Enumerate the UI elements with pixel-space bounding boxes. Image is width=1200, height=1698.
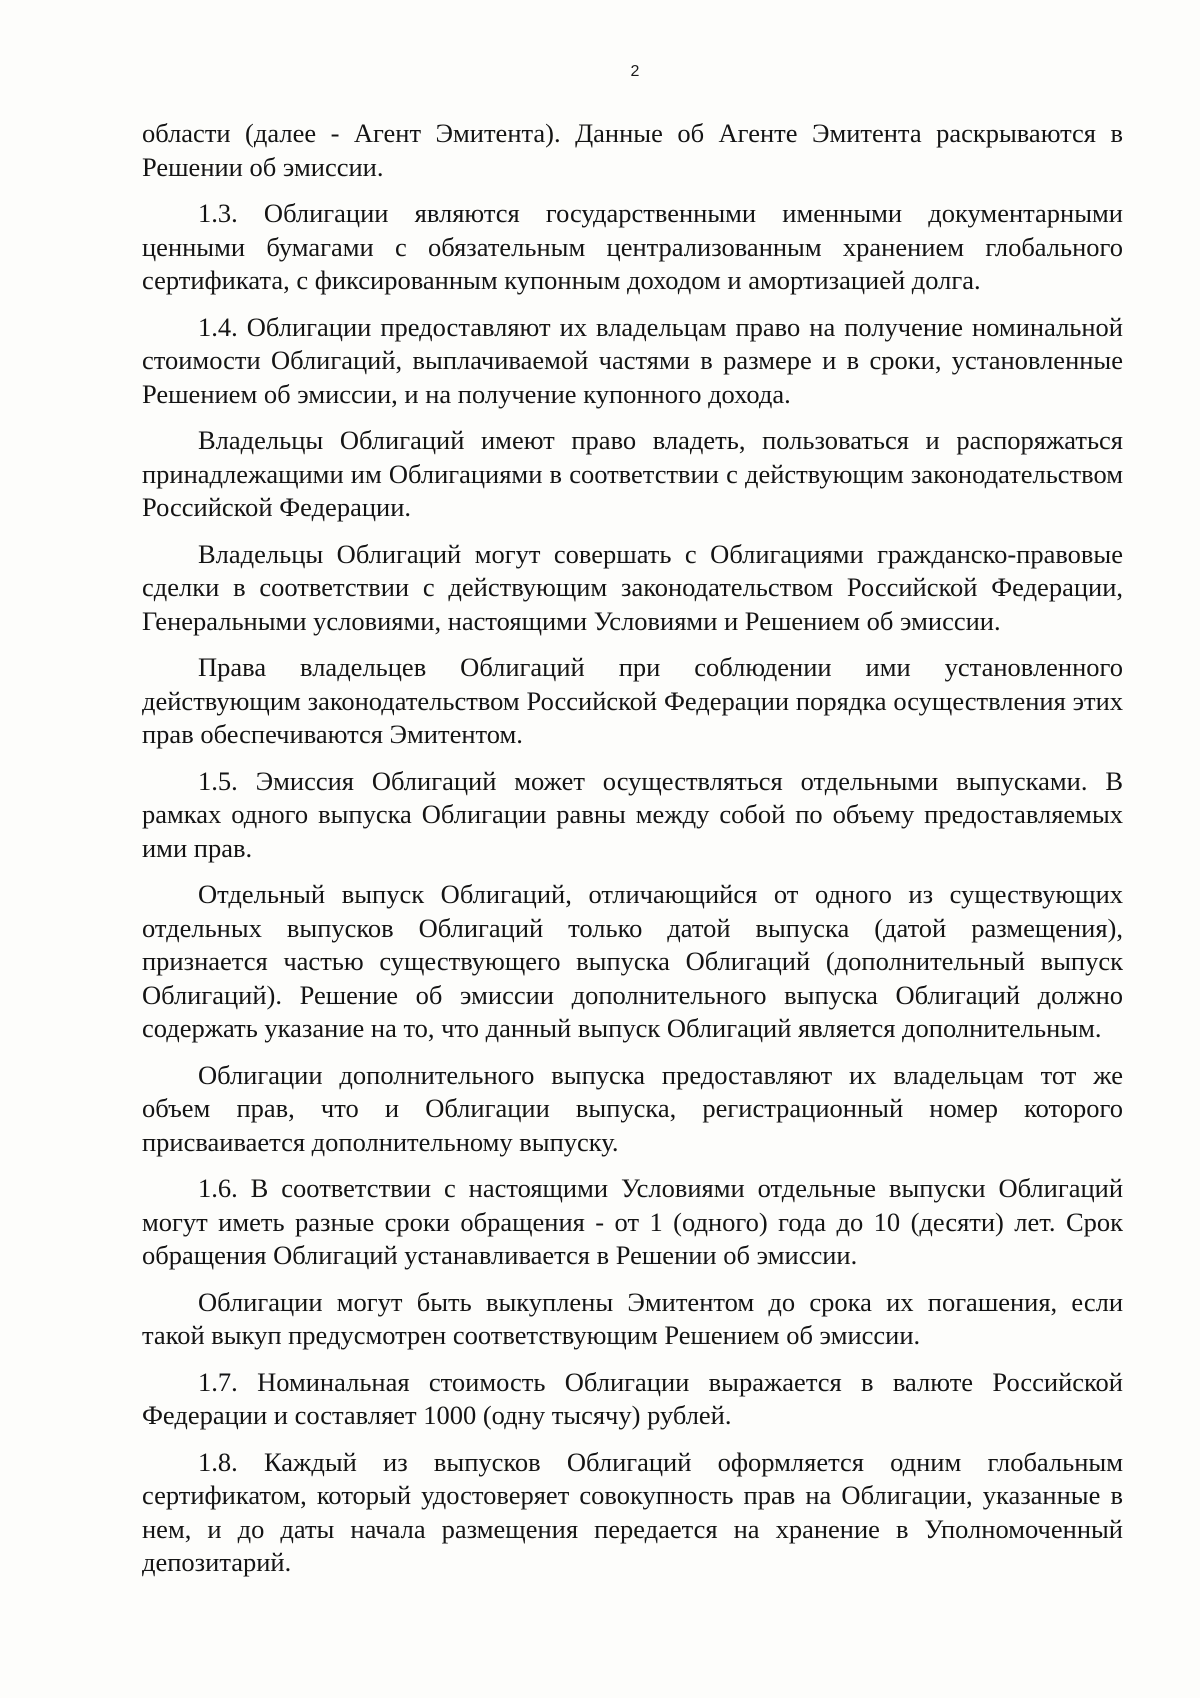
paragraph-owners-rights: Владельцы Облигаций имеют право владеть, пользоваться и распоряжаться принадлежащими им Облигациями в соответствии с действующим законодательством Российской Федерации.: [142, 425, 1123, 522]
paragraph-additional-issue-rights: Облигации дополнительного выпуска предоставляют их владельцам тот же объем прав, что и Облигации выпуска, регистрационный номер которого присваивается дополнительному выпуску.: [142, 1059, 1123, 1157]
paragraph-continuation: области (далее - Агент Эмитента). Данные об Агенте Эмитента раскрываются в Решении об эмиссии.: [142, 118, 1123, 182]
document-body: [142, 117, 1123, 1580]
paragraph-buyback: Облигации могут быть выкуплены Эмитентом до срока их погашения, если такой выкуп предусмотрен соответствующим Решением об эмиссии.: [142, 1286, 1123, 1350]
paragraph-owners-transactions: Владельцы Облигаций могут совершать с Облигациями гражданско-правовые сделки в соответствии с действующим законодательством Российской Федерации, Генеральными условиями, настоящими Условиями и Решением об эмиссии.: [142, 538, 1123, 636]
paragraph-1-5: 1.5. Эмиссия Облигаций может осуществляться отдельными выпусками. В рамках одного выпуска Облигации равны между собой по объему предоставляемых ими прав.: [142, 765, 1123, 863]
paragraph-rights-ensured: Права владельцев Облигаций при соблюдении ими установленного действующим законодательством Российской Федерации порядка осуществления этих прав обеспечиваются Эмитентом.: [142, 652, 1123, 749]
paragraph-1-4: 1.4. Облигации предоставляют их владельцам право на получение номинальной стоимости Облигаций, выплачиваемой частями в размере и в сроки, установленные Решением об эмиссии, и на получение купонного дохода.: [142, 311, 1123, 409]
paragraph-1-8: 1.8. Каждый из выпусков Облигаций оформляется одним глобальным сертификатом, который удостоверяет совокупность прав на Облигации, указанные в нем, и до даты начала размещения передается на хранение в Уполномоченный депозитарий.: [142, 1446, 1123, 1577]
paragraph-1-7: 1.7. Номинальная стоимость Облигации выражается в валюте Российской Федерации и составляет 1000 (одну тысячу) рублей.: [142, 1366, 1123, 1430]
paragraph-1-6: 1.6. В соответствии с настоящими Условиями отдельные выпуски Облигаций могут иметь разные сроки обращения - от 1 (одного) года до 10 (десяти) лет. Срок обращения Облигаций устанавливается в Решении об эмиссии.: [142, 1173, 1123, 1270]
paragraph-additional-issue: Отдельный выпуск Облигаций, отличающийся от одного из существующих отдельных выпусков Облигаций только датой выпуска (датой размещения), признается частью существующего выпуска Облигаций (дополнительный выпуск Облигаций). Решение об эмиссии дополнительного выпуска Облигаций должно содержать указание на то, что данный выпуск Облигаций является дополнительным.: [142, 879, 1123, 1043]
page-number: 2: [630, 63, 640, 80]
paragraph-1-3: 1.3. Облигации являются государственными именными документарными ценными бумагами с обязательным централизованным хранением глобального сертификата, с фиксированным купонным доходом и амортизацией долга.: [142, 198, 1123, 295]
